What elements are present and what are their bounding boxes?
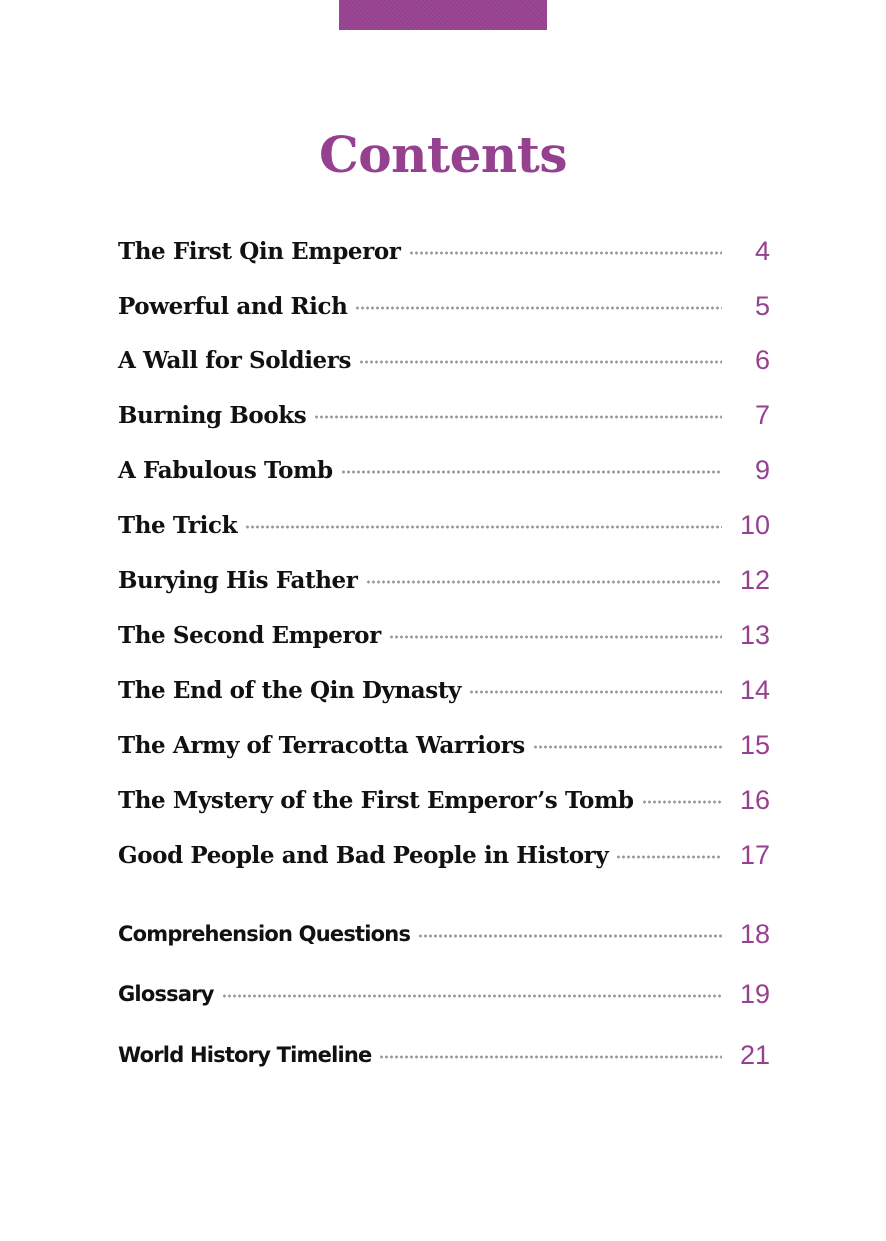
toc-entry[interactable] [118, 1035, 770, 1075]
dot-leader [314, 415, 722, 419]
toc-entry-page: 16 [739, 784, 770, 815]
toc-entry[interactable] [118, 395, 770, 435]
toc-entry-title: The Mystery of the First Emperor’s Tomb [118, 786, 634, 814]
dot-leader [469, 690, 722, 694]
toc-entry-title: The First Qin Emperor [118, 237, 401, 265]
toc-entry[interactable] [118, 505, 770, 545]
toc-entry-page: 6 [754, 344, 770, 375]
toc-entry[interactable] [118, 974, 770, 1014]
toc-entry-page: 19 [739, 978, 770, 1009]
toc-entry-title: Burning Books [118, 401, 307, 429]
toc-entry-page: 7 [754, 399, 770, 430]
toc-entry-page: 17 [739, 839, 770, 870]
toc-entry-title: The End of the Qin Dynasty [118, 676, 462, 704]
dot-leader [616, 855, 722, 859]
toc-entry[interactable] [118, 914, 770, 954]
toc-entry[interactable] [118, 835, 770, 875]
dot-leader [409, 251, 722, 255]
table-of-contents [118, 0, 770, 1241]
toc-entry-page: 18 [739, 918, 770, 949]
toc-entry[interactable] [118, 286, 770, 326]
toc-entry[interactable] [118, 725, 770, 765]
toc-entry-page: 21 [739, 1039, 770, 1070]
toc-entry-page: 4 [754, 235, 770, 266]
toc-entry[interactable] [118, 560, 770, 600]
dot-leader [389, 635, 722, 639]
toc-entry-title: Comprehension Questions [118, 922, 411, 946]
dot-leader [341, 470, 722, 474]
toc-entry[interactable] [118, 231, 770, 271]
toc-entry-title: World History Timeline [118, 1043, 372, 1067]
dot-leader [379, 1055, 722, 1059]
page-title: Contents [318, 125, 567, 184]
toc-entry-page: 12 [739, 564, 770, 595]
toc-entry-page: 14 [739, 674, 770, 705]
toc-entry-title: Powerful and Rich [118, 292, 348, 320]
toc-entry[interactable] [118, 615, 770, 655]
toc-entry-title: Good People and Bad People in History [118, 841, 609, 869]
dot-leader [533, 745, 722, 749]
toc-entry-title: The Army of Terracotta Warriors [118, 731, 525, 759]
toc-entry-page: 5 [754, 290, 770, 321]
toc-entry-page: 9 [754, 454, 770, 485]
toc-entry-page: 15 [739, 729, 770, 760]
dot-leader [418, 934, 722, 938]
toc-entry[interactable] [118, 670, 770, 710]
toc-entry[interactable] [118, 780, 770, 820]
dot-leader [359, 360, 722, 364]
dot-leader [642, 800, 722, 804]
dot-leader [245, 525, 722, 529]
dot-leader [366, 580, 723, 584]
toc-entry-title: Glossary [118, 982, 214, 1006]
toc-entry[interactable] [118, 450, 770, 490]
toc-entry-title: A Fabulous Tomb [118, 456, 333, 484]
toc-entry-page: 10 [739, 509, 770, 540]
toc-entry-title: Burying His Father [118, 566, 358, 594]
toc-entry[interactable] [118, 340, 770, 380]
dot-leader [222, 994, 722, 998]
toc-entry-page: 13 [739, 619, 770, 650]
dot-leader [355, 306, 722, 310]
toc-entry-title: The Trick [118, 511, 238, 539]
toc-entry-title: A Wall for Soldiers [118, 346, 352, 374]
toc-entry-title: The Second Emperor [118, 621, 381, 649]
